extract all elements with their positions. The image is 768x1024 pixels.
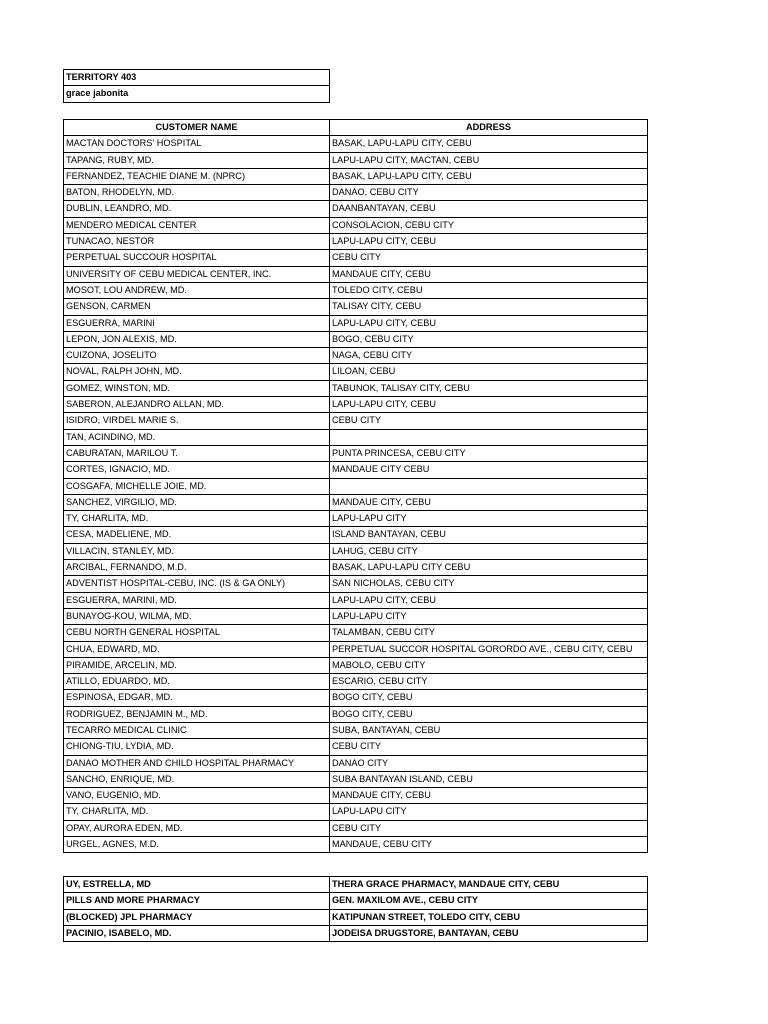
address-cell: LAPU-LAPU CITY bbox=[330, 511, 648, 527]
customer-name-cell: ESGUERRA, MARINI, MD. bbox=[64, 592, 330, 608]
table-row bbox=[64, 282, 648, 298]
customer-name-cell: LEPON, JON ALEXIS, MD. bbox=[64, 331, 330, 347]
address-cell: PUNTA PRINCESA, CEBU CITY bbox=[330, 445, 648, 461]
address-cell: TABUNOK, TALISAY CITY, CEBU bbox=[330, 380, 648, 396]
customer-name-cell: TY, CHARLITA, MD. bbox=[64, 804, 330, 820]
address-cell: LAPU-LAPU CITY bbox=[330, 608, 648, 624]
pharmacy-body bbox=[64, 877, 648, 942]
table-row bbox=[64, 527, 648, 543]
table-row bbox=[64, 925, 648, 941]
customer-name-cell: VANO, EUGENIO, MD. bbox=[64, 788, 330, 804]
customer-name-cell: MOSOT, LOU ANDREW, MD. bbox=[64, 282, 330, 298]
table-row bbox=[64, 299, 648, 315]
customer-name-cell: COSGAFA, MICHELLE JOIE, MD. bbox=[64, 478, 330, 494]
address-cell: THERA GRACE PHARMACY, MANDAUE CITY, CEBU bbox=[330, 877, 648, 893]
customer-name-cell: SABERON, ALEJANDRO ALLAN, MD. bbox=[64, 397, 330, 413]
customer-name-cell: CHIONG-TIU, LYDIA, MD. bbox=[64, 739, 330, 755]
table-row bbox=[64, 331, 648, 347]
address-cell: BASAK, LAPU-LAPU CITY, CEBU bbox=[330, 168, 648, 184]
table-row bbox=[64, 462, 648, 478]
table-row bbox=[64, 625, 648, 641]
table-row bbox=[64, 837, 648, 853]
address-cell bbox=[330, 478, 648, 494]
address-cell: CONSOLACION, CEBU CITY bbox=[330, 217, 648, 233]
table-row bbox=[64, 560, 648, 576]
table-row bbox=[64, 511, 648, 527]
table-row bbox=[64, 250, 648, 266]
table-row bbox=[64, 429, 648, 445]
customer-name-cell: URGEL, AGNES, M.D. bbox=[64, 837, 330, 853]
customer-name-cell: TAPANG, RUBY, MD. bbox=[64, 152, 330, 168]
address-cell: DAANBANTAYAN, CEBU bbox=[330, 201, 648, 217]
address-cell: ESCARIO, CEBU CITY bbox=[330, 674, 648, 690]
table-row bbox=[64, 478, 648, 494]
address-cell: TALISAY CITY, CEBU bbox=[330, 299, 648, 315]
customer-name-cell: BUNAYOG-KOU, WILMA, MD. bbox=[64, 608, 330, 624]
address-cell: LAHUG, CEBU CITY bbox=[330, 543, 648, 559]
territory-row bbox=[64, 70, 330, 86]
table-row bbox=[64, 657, 648, 673]
customer-name-cell: TUNACAO, NESTOR bbox=[64, 234, 330, 250]
table-row bbox=[64, 364, 648, 380]
address-cell: LAPU-LAPU CITY, MACTAN, CEBU bbox=[330, 152, 648, 168]
customer-name-cell: CHUA, EDWARD, MD. bbox=[64, 641, 330, 657]
customer-name-cell: ADVENTIST HOSPITAL-CEBU, INC. (IS & GA ONLY) bbox=[64, 576, 330, 592]
address-cell: MANDAUE CITY CEBU bbox=[330, 462, 648, 478]
territory-label: TERRITORY 403 bbox=[64, 70, 330, 86]
table-row bbox=[64, 706, 648, 722]
table-row bbox=[64, 217, 648, 233]
table-row bbox=[64, 348, 648, 364]
address-cell: BOGO CITY, CEBU bbox=[330, 690, 648, 706]
customer-name-cell: ESPINOSA, EDGAR, MD. bbox=[64, 690, 330, 706]
table-row bbox=[64, 674, 648, 690]
customer-name-cell: ESGUERRA, MARINI bbox=[64, 315, 330, 331]
customer-name-cell: PACINIO, ISABELO, MD. bbox=[64, 925, 330, 941]
customer-name-cell: UNIVERSITY OF CEBU MEDICAL CENTER, INC. bbox=[64, 266, 330, 282]
customer-name-cell: OPAY, AURORA EDEN, MD. bbox=[64, 820, 330, 836]
customer-name-cell: TY, CHARLITA, MD. bbox=[64, 511, 330, 527]
address-cell: LILOAN, CEBU bbox=[330, 364, 648, 380]
customers-header-row bbox=[64, 120, 648, 136]
customer-name-cell: NOVAL, RALPH JOHN, MD. bbox=[64, 364, 330, 380]
customer-name-cell: CEBU NORTH GENERAL HOSPITAL bbox=[64, 625, 330, 641]
customer-name-cell: RODRIGUEZ, BENJAMIN M., MD. bbox=[64, 706, 330, 722]
address-cell: NAGA, CEBU CITY bbox=[330, 348, 648, 364]
address-cell bbox=[330, 429, 648, 445]
table-row bbox=[64, 185, 648, 201]
address-cell: BASAK, LAPU-LAPU CITY, CEBU bbox=[330, 136, 648, 152]
table-row bbox=[64, 690, 648, 706]
table-row bbox=[64, 804, 648, 820]
table-row bbox=[64, 877, 648, 893]
table-row bbox=[64, 168, 648, 184]
table-row bbox=[64, 543, 648, 559]
customer-name-cell: PERPETUAL SUCCOUR HOSPITAL bbox=[64, 250, 330, 266]
column-header-customer-name: CUSTOMER NAME bbox=[64, 120, 330, 136]
address-cell: MANDAUE CITY, CEBU bbox=[330, 494, 648, 510]
customer-name-cell: ARCIBAL, FERNANDO, M.D. bbox=[64, 560, 330, 576]
address-cell: BOGO CITY, CEBU bbox=[330, 706, 648, 722]
table-row bbox=[64, 201, 648, 217]
address-cell: SUBA, BANTAYAN, CEBU bbox=[330, 722, 648, 738]
territory-header-table bbox=[63, 69, 330, 103]
customer-name-cell: SANCHEZ, VIRGILIO, MD. bbox=[64, 494, 330, 510]
customer-name-cell: MACTAN DOCTORS' HOSPITAL bbox=[64, 136, 330, 152]
address-cell: CEBU CITY bbox=[330, 739, 648, 755]
address-cell: LAPU-LAPU CITY, CEBU bbox=[330, 234, 648, 250]
customer-name-cell: VILLACIN, STANLEY, MD. bbox=[64, 543, 330, 559]
customer-name-cell: CESA, MADELIENE, MD. bbox=[64, 527, 330, 543]
address-cell: MANDAUE CITY, CEBU bbox=[330, 266, 648, 282]
address-cell: CEBU CITY bbox=[330, 413, 648, 429]
customer-name-cell: UY, ESTRELLA, MD bbox=[64, 877, 330, 893]
customer-name-cell: MENDERO MEDICAL CENTER bbox=[64, 217, 330, 233]
table-row bbox=[64, 494, 648, 510]
table-row bbox=[64, 380, 648, 396]
table-row bbox=[64, 397, 648, 413]
address-cell: ISLAND BANTAYAN, CEBU bbox=[330, 527, 648, 543]
table-row bbox=[64, 739, 648, 755]
table-row bbox=[64, 136, 648, 152]
customer-name-cell: DUBLIN, LEANDRO, MD. bbox=[64, 201, 330, 217]
customer-name-cell: SANCHO, ENRIQUE, MD. bbox=[64, 771, 330, 787]
table-row bbox=[64, 755, 648, 771]
table-row bbox=[64, 771, 648, 787]
table-row bbox=[64, 413, 648, 429]
column-header-address: ADDRESS bbox=[330, 120, 648, 136]
customer-name-cell: GOMEZ, WINSTON, MD. bbox=[64, 380, 330, 396]
table-row bbox=[64, 315, 648, 331]
rep-name: grace jabonita bbox=[64, 86, 330, 102]
customer-name-cell: GENSON, CARMEN bbox=[64, 299, 330, 315]
customer-name-cell: BATON, RHODELYN, MD. bbox=[64, 185, 330, 201]
table-row bbox=[64, 592, 648, 608]
customer-name-cell: DANAO MOTHER AND CHILD HOSPITAL PHARMACY bbox=[64, 755, 330, 771]
table-row bbox=[64, 909, 648, 925]
customer-name-cell: TAN, ACINDINO, MD. bbox=[64, 429, 330, 445]
table-row bbox=[64, 266, 648, 282]
address-cell: MABOLO, CEBU CITY bbox=[330, 657, 648, 673]
customer-name-cell: PIRAMIDE, ARCELIN, MD. bbox=[64, 657, 330, 673]
customer-name-cell: ISIDRO, VIRDEL MARIE S. bbox=[64, 413, 330, 429]
address-cell: TOLEDO CITY, CEBU bbox=[330, 282, 648, 298]
rep-row bbox=[64, 86, 330, 102]
address-cell: LAPU-LAPU CITY, CEBU bbox=[330, 397, 648, 413]
customers-table bbox=[63, 119, 648, 853]
address-cell: BASAK, LAPU-LAPU CITY CEBU bbox=[330, 560, 648, 576]
address-cell: GEN. MAXILOM AVE., CEBU CITY bbox=[330, 893, 648, 909]
address-cell: KATIPUNAN STREET, TOLEDO CITY, CEBU bbox=[330, 909, 648, 925]
customer-name-cell: CABURATAN, MARILOU T. bbox=[64, 445, 330, 461]
customer-name-cell: CUIZONA, JOSELITO bbox=[64, 348, 330, 364]
table-row bbox=[64, 820, 648, 836]
customers-body bbox=[64, 136, 648, 853]
address-cell: LAPU-LAPU CITY bbox=[330, 804, 648, 820]
customer-name-cell: ATILLO, EDUARDO, MD. bbox=[64, 674, 330, 690]
table-row bbox=[64, 576, 648, 592]
customer-name-cell: FERNANDEZ, TEACHIE DIANE M. (NPRC) bbox=[64, 168, 330, 184]
address-cell: MANDAUE CITY, CEBU bbox=[330, 788, 648, 804]
address-cell: DANAO CITY bbox=[330, 755, 648, 771]
address-cell: LAPU-LAPU CITY, CEBU bbox=[330, 315, 648, 331]
table-row bbox=[64, 893, 648, 909]
table-row bbox=[64, 445, 648, 461]
table-row bbox=[64, 152, 648, 168]
address-cell: LAPU-LAPU CITY, CEBU bbox=[330, 592, 648, 608]
table-row bbox=[64, 234, 648, 250]
address-cell: BOGO, CEBU CITY bbox=[330, 331, 648, 347]
customer-name-cell: CORTES, IGNACIO, MD. bbox=[64, 462, 330, 478]
address-cell: SAN NICHOLAS, CEBU CITY bbox=[330, 576, 648, 592]
address-cell: MANDAUE, CEBU CITY bbox=[330, 837, 648, 853]
table-row bbox=[64, 641, 648, 657]
address-cell: CEBU CITY bbox=[330, 250, 648, 266]
customer-name-cell: (BLOCKED) JPL PHARMACY bbox=[64, 909, 330, 925]
pharmacy-table bbox=[63, 876, 648, 942]
address-cell: TALAMBAN, CEBU CITY bbox=[330, 625, 648, 641]
address-cell: JODEISA DRUGSTORE, BANTAYAN, CEBU bbox=[330, 925, 648, 941]
table-row bbox=[64, 722, 648, 738]
address-cell: DANAO, CEBU CITY bbox=[330, 185, 648, 201]
table-row bbox=[64, 788, 648, 804]
address-cell: CEBU CITY bbox=[330, 820, 648, 836]
address-cell: PERPETUAL SUCCOR HOSPITAL GORORDO AVE., CEBU CITY, CEBU bbox=[330, 641, 648, 657]
customer-name-cell: PILLS AND MORE PHARMACY bbox=[64, 893, 330, 909]
address-cell: SUBA BANTAYAN ISLAND, CEBU bbox=[330, 771, 648, 787]
customer-name-cell: TECARRO MEDICAL CLINIC bbox=[64, 722, 330, 738]
table-row bbox=[64, 608, 648, 624]
